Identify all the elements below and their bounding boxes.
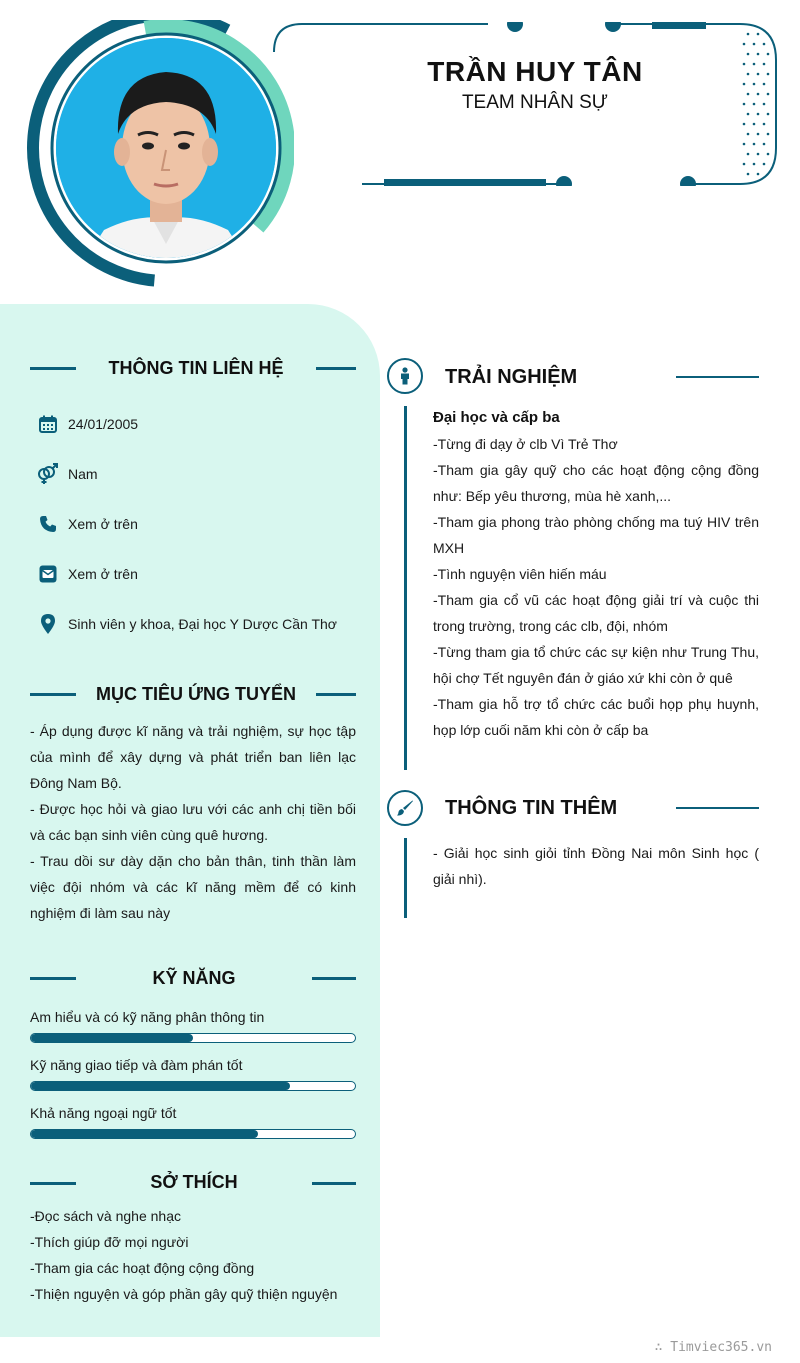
skill-label: Khả năng ngoại ngữ tốt bbox=[30, 1105, 177, 1121]
contact-text: Xem ở trên bbox=[68, 516, 138, 532]
candidate-name: TRẦN HUY TÂN bbox=[427, 56, 643, 87]
skill-bar-fill bbox=[31, 1034, 193, 1042]
hobby-item: -Thích giúp đỡ mọi người bbox=[30, 1234, 189, 1250]
skill-bar-fill bbox=[31, 1082, 290, 1090]
experience-heading: Đại học và cấp ba bbox=[433, 409, 560, 426]
contact-gender bbox=[36, 462, 366, 486]
hobby-item: -Đọc sách và nghe nhạc bbox=[30, 1208, 181, 1224]
contact-location bbox=[36, 612, 366, 636]
skill-bar bbox=[30, 1129, 356, 1139]
section-rule bbox=[30, 977, 76, 980]
skill-bar bbox=[30, 1033, 356, 1043]
calendar-icon bbox=[36, 412, 60, 436]
experience-title: TRẢI NGHIỆM bbox=[445, 366, 578, 388]
contact-birthday bbox=[36, 412, 366, 436]
location-icon bbox=[36, 612, 60, 636]
contact-email bbox=[36, 562, 366, 586]
skill-bar-fill bbox=[31, 1130, 258, 1138]
contact-title: THÔNG TIN LIÊN HỆ bbox=[108, 358, 284, 378]
profile-photo bbox=[56, 38, 276, 258]
extra-list bbox=[433, 840, 759, 892]
section-rule bbox=[30, 367, 76, 370]
objective-line: - Trau dồi sư dày dặn cho bản thân, tinh thần làm việc đội nhóm và các kĩ năng mềm để có kinh nghiệm đi làm sau này bbox=[30, 853, 356, 921]
section-rule bbox=[312, 1182, 356, 1185]
section-rule bbox=[676, 807, 759, 809]
experience-badge bbox=[387, 358, 423, 394]
experience-item: -Từng tham gia tổ chức các sự kiện như Trung Thu, hội chợ Tết nguyên đán ở giáo xứ khi còn ở quê bbox=[433, 644, 759, 686]
experience-item: -Từng đi dạy ở clb Vì Trẻ Thơ bbox=[433, 436, 618, 452]
hobbies-title: SỞ THÍCH bbox=[150, 1172, 238, 1192]
skills-title: KỸ NĂNG bbox=[152, 968, 236, 988]
experience-list bbox=[433, 431, 759, 743]
hobby-item: -Thiện nguyện và góp phần gây quỹ thiện nguyện bbox=[30, 1286, 338, 1302]
candidate-role: TEAM NHÂN SỰ bbox=[461, 92, 609, 113]
objective-text bbox=[30, 718, 356, 926]
experience-item: -Tham gia gây quỹ cho các hoạt động cộng đồng như: Bếp yêu thương, mùa hè xanh,... bbox=[433, 462, 759, 504]
experience-item: -Tham gia cổ vũ các hoạt động giải trí và cuộc thi trong trường, trong các clb, đội, nhóm bbox=[433, 592, 759, 634]
person-icon bbox=[398, 367, 412, 385]
objective-line: - Áp dụng được kĩ năng và trải nghiệm, sự học tập của mình để xây dựng và phát triển ban liên lạc Đông Nam Bộ. bbox=[30, 723, 356, 791]
section-rule bbox=[316, 367, 356, 370]
skill-bar bbox=[30, 1081, 356, 1091]
avatar bbox=[18, 20, 294, 296]
contact-text: Xem ở trên bbox=[68, 566, 138, 582]
extra-item: - Giải học sinh giỏi tỉnh Đồng Nai môn Sinh học ( giải nhì). bbox=[433, 845, 759, 887]
extra-badge bbox=[387, 790, 423, 826]
objective-line: - Được học hỏi và giao lưu với các anh chị tiền bối và các bạn sinh viên cùng quê hương. bbox=[30, 801, 356, 843]
gender-icon bbox=[36, 462, 60, 486]
experience-item: -Tham gia hỗ trợ tổ chức các buổi họp phụ huynh, họp lớp cuối năm khi còn ở cấp ba bbox=[433, 696, 759, 738]
contact-text: Nam bbox=[68, 466, 98, 482]
section-rule bbox=[676, 376, 759, 378]
brush-icon bbox=[396, 799, 414, 817]
timeline-line bbox=[404, 406, 407, 770]
hobby-item: -Tham gia các hoạt động cộng đồng bbox=[30, 1260, 255, 1276]
phone-icon bbox=[36, 512, 60, 536]
section-rule bbox=[316, 693, 356, 696]
section-rule bbox=[312, 977, 356, 980]
section-rule bbox=[30, 1182, 76, 1185]
experience-item: -Tham gia phong trào phòng chống ma tuý HIV trên MXH bbox=[433, 514, 759, 556]
watermark: ∴ Timviec365.vn bbox=[654, 1340, 772, 1355]
email-icon bbox=[36, 562, 60, 586]
contact-text: Sinh viên y khoa, Đại học Y Dược Cần Thơ bbox=[68, 616, 337, 632]
contact-text: 24/01/2005 bbox=[68, 416, 139, 432]
extra-title: THÔNG TIN THÊM bbox=[445, 797, 618, 819]
skill-label: Kỹ năng giao tiếp và đàm phán tốt bbox=[30, 1057, 243, 1073]
timeline-line bbox=[404, 838, 407, 918]
experience-item: -Tình nguyện viên hiến máu bbox=[433, 566, 607, 582]
skill-label: Am hiểu và có kỹ năng phân thông tin bbox=[30, 1009, 265, 1025]
objective-title: MỤC TIÊU ỨNG TUYỂN bbox=[96, 684, 296, 704]
section-rule bbox=[30, 693, 76, 696]
contact-phone bbox=[36, 512, 366, 536]
